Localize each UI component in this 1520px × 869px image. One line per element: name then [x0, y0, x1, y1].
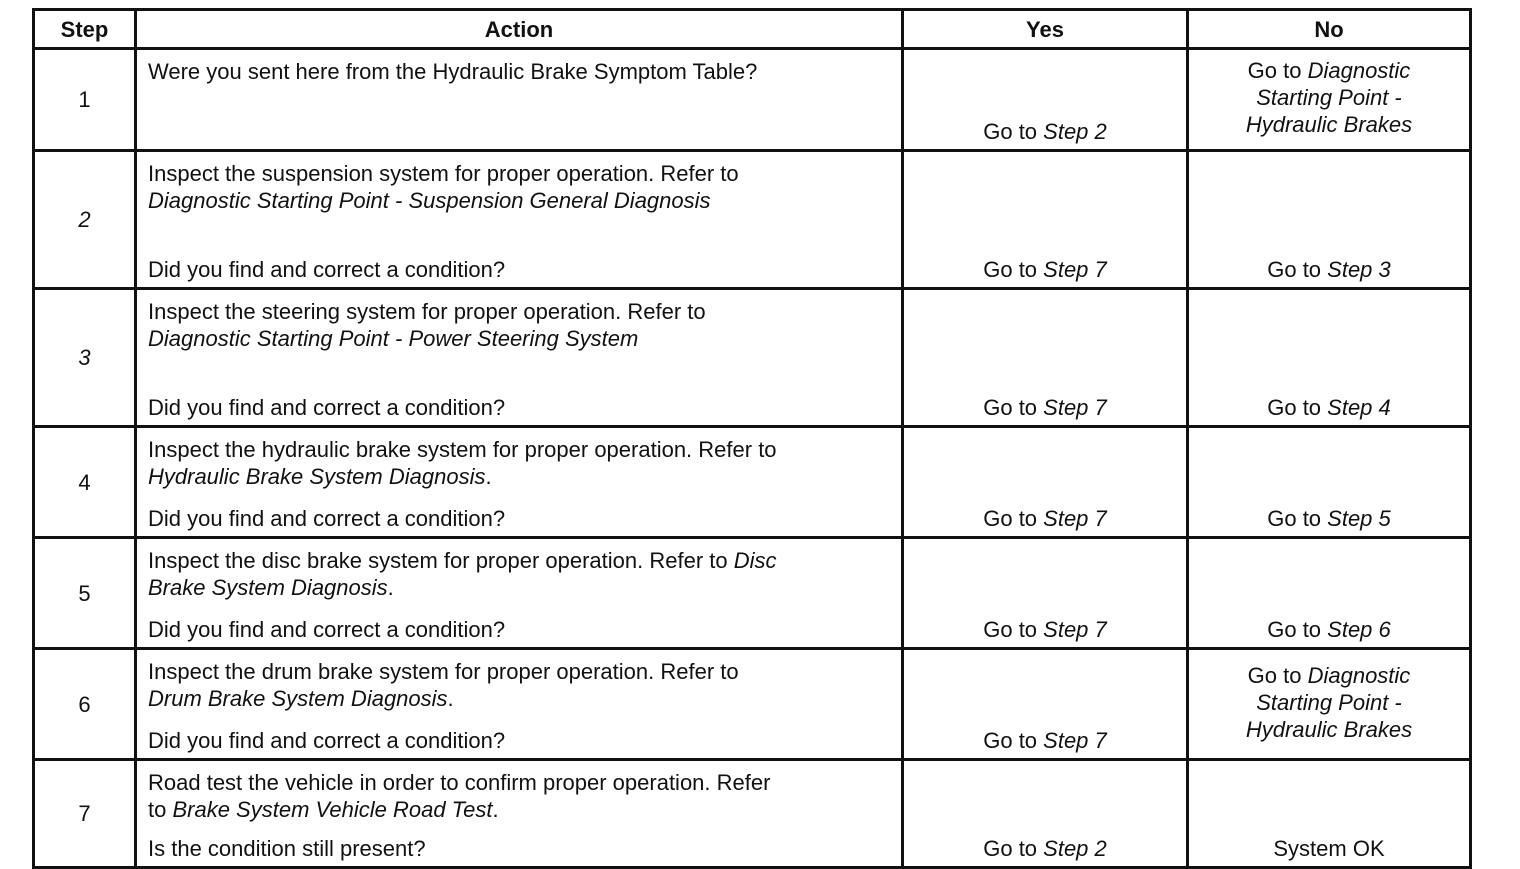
table-row: [34, 760, 1471, 868]
step-number: 7: [34, 760, 136, 868]
diagnostic-table: [32, 8, 1472, 869]
no-cell: [1188, 289, 1471, 427]
action-text: Were you sent here from the Hydraulic Brake Symptom Table?: [148, 59, 758, 84]
action-question: Did you find and correct a condition?: [148, 728, 506, 753]
action-reference-link[interactable]: Diagnostic Starting Point - Power Steering System: [148, 326, 639, 351]
action-instruction: Inspect the disc brake system for proper operation. Refer to: [148, 548, 734, 573]
no-target-link[interactable]: Diagnostic: [1307, 58, 1411, 83]
no-target-link[interactable]: Step 6: [1327, 617, 1391, 642]
no-cell: [1188, 427, 1471, 538]
action-cell: [136, 649, 903, 760]
action-cell: [136, 151, 903, 289]
action-instruction: Inspect the suspension system for proper operation. Refer to: [148, 161, 739, 186]
no-prefix: Go to: [1267, 395, 1328, 420]
diagnostic-table-container: [32, 8, 1472, 869]
yes-target-link[interactable]: Step 2: [1043, 119, 1107, 144]
yes-prefix: Go to: [983, 119, 1044, 144]
no-target-line3[interactable]: Hydraulic Brakes: [1245, 112, 1413, 137]
yes-target-link[interactable]: Step 7: [1043, 728, 1107, 753]
header-action: Action: [136, 10, 903, 49]
action-cell: [136, 49, 903, 151]
yes-cell: [903, 289, 1188, 427]
no-target-line2[interactable]: Starting Point -: [1256, 689, 1402, 715]
yes-prefix: Go to: [983, 257, 1044, 282]
action-ref-suffix: .: [492, 797, 499, 822]
no-target-link[interactable]: Step 5: [1327, 506, 1391, 531]
action-question: Did you find and correct a condition?: [148, 395, 506, 420]
step-number: 3: [34, 289, 136, 427]
no-result-text: System OK: [1273, 836, 1385, 861]
action-reference-link[interactable]: Brake System Vehicle Road Test: [172, 797, 493, 822]
action-instruction: Road test the vehicle in order to confirm proper operation. Refer: [148, 770, 771, 795]
table-row: [34, 649, 1471, 760]
no-prefix: Go to: [1247, 58, 1308, 83]
step-number: 2: [34, 151, 136, 289]
no-cell: [1188, 760, 1471, 868]
header-no: No: [1188, 10, 1471, 49]
step-number: 6: [34, 649, 136, 760]
yes-target-link[interactable]: Step 7: [1043, 395, 1107, 420]
yes-cell: [903, 151, 1188, 289]
action-ref-suffix: .: [387, 575, 394, 600]
table-row: [34, 427, 1471, 538]
action-instruction: Inspect the drum brake system for proper operation. Refer to: [148, 659, 739, 684]
yes-cell: [903, 49, 1188, 151]
no-target-link[interactable]: Step 4: [1327, 395, 1391, 420]
yes-prefix: Go to: [983, 506, 1044, 531]
step-number: 5: [34, 538, 136, 649]
action-instruction: Inspect the steering system for proper operation. Refer to: [148, 299, 706, 324]
table-row: [34, 49, 1471, 151]
no-prefix: Go to: [1267, 257, 1328, 282]
action-question: Is the condition still present?: [148, 836, 426, 861]
action-cell: [136, 760, 903, 868]
action-cell: [136, 538, 903, 649]
yes-prefix: Go to: [983, 617, 1044, 642]
action-question: Did you find and correct a condition?: [148, 617, 506, 642]
yes-target-link[interactable]: Step 7: [1043, 506, 1107, 531]
yes-target-link[interactable]: Step 7: [1043, 257, 1107, 282]
no-cell: [1188, 538, 1471, 649]
yes-cell: [903, 760, 1188, 868]
yes-cell: [903, 649, 1188, 760]
no-prefix: Go to: [1247, 662, 1308, 688]
no-cell: [1188, 151, 1471, 289]
no-prefix: Go to: [1267, 617, 1328, 642]
action-cell: [136, 427, 903, 538]
action-reference-link[interactable]: Drum Brake System Diagnosis: [148, 686, 448, 711]
action-cell: [136, 289, 903, 427]
no-target-link[interactable]: Step 3: [1327, 257, 1391, 282]
header-row: [34, 10, 1471, 49]
no-cell: [1188, 649, 1471, 760]
action-instruction: Inspect the hydraulic brake system for proper operation. Refer to: [148, 437, 777, 462]
header-yes: Yes: [903, 10, 1188, 49]
action-reference-link[interactable]: Brake System Diagnosis: [148, 575, 388, 600]
table-row: [34, 151, 1471, 289]
yes-prefix: Go to: [983, 728, 1044, 753]
no-cell: [1188, 49, 1471, 151]
action-reference-link[interactable]: Hydraulic Brake System Diagnosis: [148, 464, 486, 489]
action-ref-suffix: .: [447, 686, 454, 711]
action-line2-prefix: to: [148, 797, 173, 822]
step-number: 1: [34, 49, 136, 151]
yes-cell: [903, 538, 1188, 649]
no-prefix: Go to: [1267, 506, 1328, 531]
action-reference-link-part1[interactable]: Disc: [733, 548, 777, 573]
step-number: 4: [34, 427, 136, 538]
no-target-link[interactable]: Diagnostic: [1307, 662, 1411, 688]
action-reference-link[interactable]: Diagnostic Starting Point - Suspension General Diagnosis: [148, 188, 711, 213]
yes-target-link[interactable]: Step 7: [1043, 617, 1107, 642]
action-ref-suffix: .: [485, 464, 492, 489]
table-row: [34, 538, 1471, 649]
yes-target-link[interactable]: Step 2: [1043, 836, 1107, 861]
yes-prefix: Go to: [983, 836, 1044, 861]
yes-cell: [903, 427, 1188, 538]
action-question: Did you find and correct a condition?: [148, 257, 506, 282]
no-target-line3[interactable]: Hydraulic Brakes: [1245, 716, 1413, 742]
no-target-line2[interactable]: Starting Point -: [1256, 85, 1402, 110]
table-row: [34, 289, 1471, 427]
action-question: Did you find and correct a condition?: [148, 506, 506, 531]
header-step: Step: [34, 10, 136, 49]
yes-prefix: Go to: [983, 395, 1044, 420]
